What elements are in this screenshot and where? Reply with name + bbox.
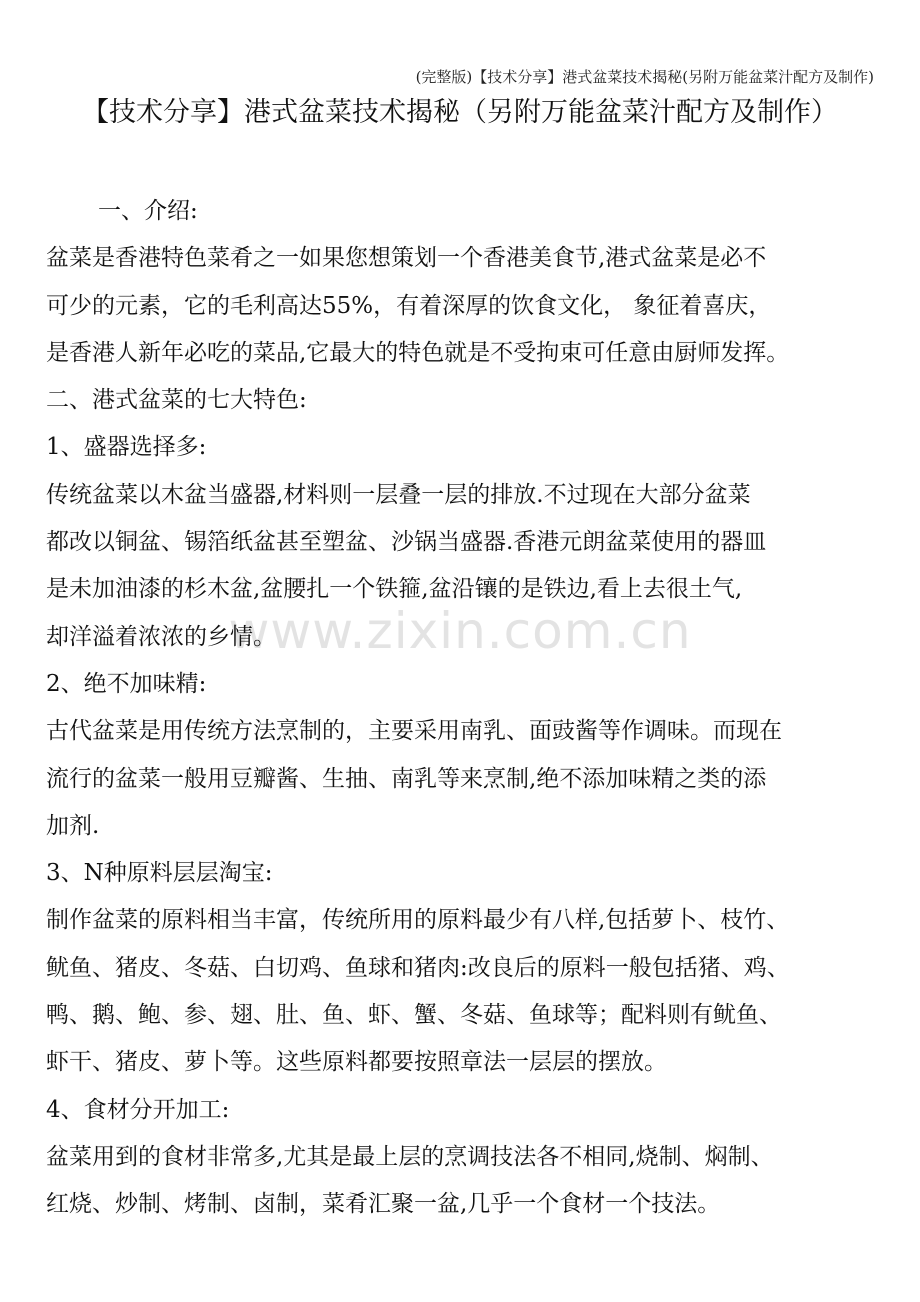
paragraph-line: 盆菜用到的食材非常多,尤其是最上层的烹调技法各不相同,烧制、焖制、 <box>46 1143 774 1170</box>
watermark: www.zixin.com.cn <box>228 602 692 660</box>
subsection-heading: 1、盛器选择多: <box>46 434 207 461</box>
paragraph-line: 却洋溢着浓浓的乡情。 <box>46 623 276 650</box>
paragraph-line: 是香港人新年必吃的菜品,它最大的特色就是不受拘束可任意由厨师发挥。 <box>46 339 790 366</box>
paragraph-line: 盆菜是香港特色菜肴之一如果您想策划一个香港美食节,港式盆菜是必不 <box>46 245 767 272</box>
paragraph-line: 古代盆菜是用传统方法烹制的，主要采用南乳、面豉酱等作调味。而现在 <box>46 718 782 745</box>
paragraph-line: 制作盆菜的原料相当丰富，传统所用的原料最少有八样,包括萝卜、枝竹、 <box>46 907 790 934</box>
subsection-heading: 3、N种原料层层淘宝: <box>46 860 273 887</box>
subsection-heading: 4、食材分开加工: <box>46 1096 230 1123</box>
paragraph-line: 鱿鱼、猪皮、冬菇、白切鸡、鱼球和猪肉:改良后的原料一般包括猪、鸡、 <box>46 954 790 981</box>
subsection-heading: 2、绝不加味精: <box>46 670 207 697</box>
paragraph-line: 可少的元素，它的毛利高达55%，有着深厚的饮食文化， 象征着喜庆， <box>46 292 772 319</box>
document-title: 【技术分享】港式盆菜技术揭秘（另附万能盆菜汁配方及制作） <box>82 97 838 128</box>
paragraph-line: 虾干、猪皮、萝卜等。这些原料都要按照章法一层层的摆放。 <box>46 1049 667 1076</box>
paragraph-line: 流行的盆菜一般用豆瓣酱、生抽、南乳等来烹制,绝不添加味精之类的添 <box>46 765 767 792</box>
paragraph-line: 加剂. <box>46 812 100 839</box>
section-heading: 一、介绍: <box>98 198 198 224</box>
paragraph-line: 是未加油漆的杉木盆,盆腰扎一个铁箍,盆沿镶的是铁边,看上去很土气, <box>46 576 743 603</box>
paragraph-line: 鸭、鹅、鲍、参、翅、肚、鱼、虾、蟹、冬菇、鱼球等；配料则有鱿鱼、 <box>46 1002 782 1029</box>
paragraph-line: 传统盆菜以木盆当盛器,材料则一层叠一层的排放.不过现在大部分盆菜 <box>46 481 751 508</box>
section-heading: 二、港式盆菜的七大特色: <box>46 387 307 414</box>
document-body <box>46 188 886 1229</box>
paragraph-line: 红烧、炒制、烤制、卤制，菜肴汇聚一盆,几乎一个食材一个技法。 <box>46 1191 721 1218</box>
paragraph-line: 都改以铜盆、锡箔纸盆甚至塑盆、沙锅当盛器.香港元朗盆菜使用的器皿 <box>46 529 767 556</box>
running-header: (完整版)【技术分享】港式盆菜技术揭秘(另附万能盆菜汁配方及制作) <box>415 68 874 86</box>
